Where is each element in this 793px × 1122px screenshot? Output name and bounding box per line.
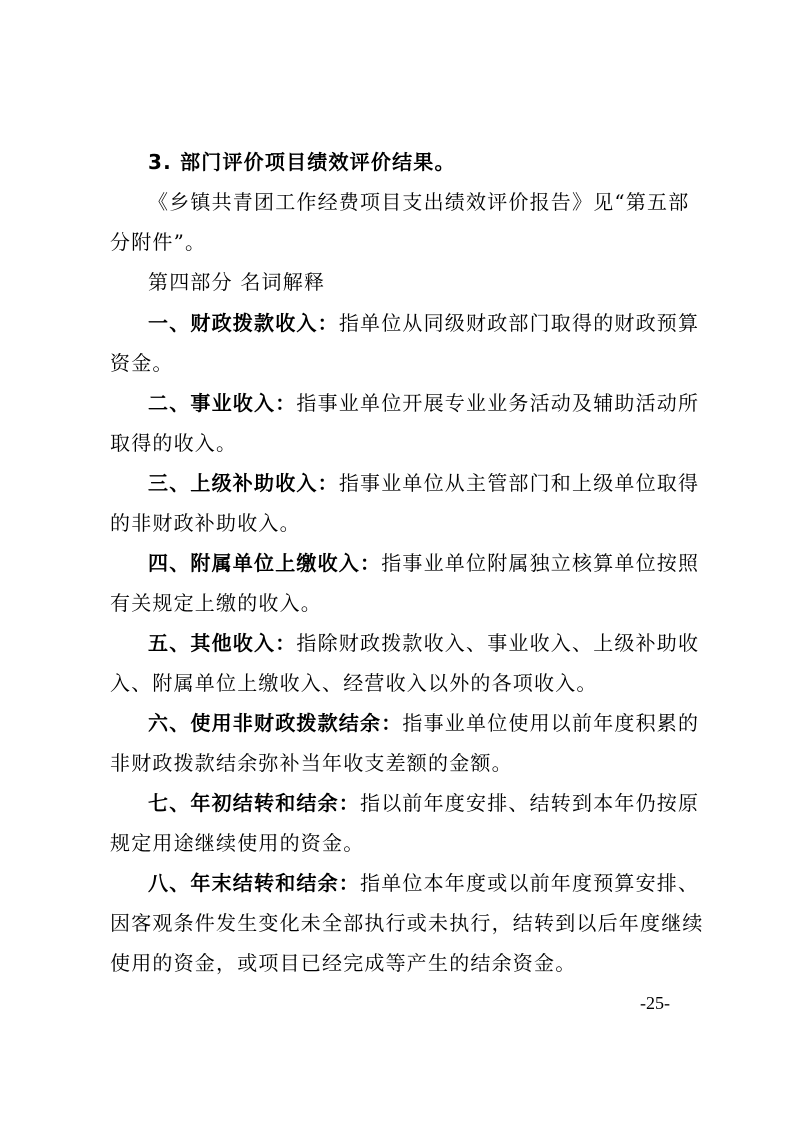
term-5-continued: 入、附属单位上缴收入、经营收入以外的各项收入。 — [110, 671, 598, 695]
term-8-continued: 因客观条件发生变化未全部执行或未执行，结转到以后年度继续 — [110, 911, 704, 935]
term-8 — [148, 869, 699, 897]
term-4-text: 指事业单位附属独立核算单位按照 — [381, 551, 700, 575]
term-7-continued: 规定用途继续使用的资金。 — [110, 831, 365, 855]
term-3-text: 指事业单位从主管部门和上级单位取得 — [338, 471, 700, 495]
section3-body-line1: 《乡镇共青团工作经费项目支出绩效评价报告》见“第五部 — [148, 190, 690, 214]
section3-body-line2: 分附件”。 — [110, 230, 207, 254]
term-1-continued: 资金。 — [110, 351, 174, 375]
term-5-text: 指除财政拨款收入、事业收入、上级补助收 — [296, 631, 700, 655]
term-7-label: 七、年初结转和结余： — [148, 791, 360, 815]
term-2 — [148, 389, 699, 417]
term-1 — [148, 309, 699, 337]
term-3-continued: 的非财政补助收入。 — [110, 511, 301, 535]
section3-heading: 3. 部门评价项目绩效评价结果。 — [148, 150, 456, 174]
term-6 — [148, 709, 699, 737]
term-6-label: 六、使用非财政拨款结余： — [148, 711, 403, 735]
term-8-text: 指单位本年度或以前年度预算安排、 — [360, 871, 700, 895]
term-7-text: 指以前年度安排、结转到本年仍按原 — [360, 791, 700, 815]
term-6-text: 指事业单位使用以前年度积累的 — [402, 711, 700, 735]
term-4 — [148, 549, 699, 577]
term-4-label: 四、附属单位上缴收入： — [148, 551, 382, 575]
term-2-continued: 取得的收入。 — [110, 431, 238, 455]
page-number: -25- — [640, 993, 670, 1013]
term-1-label: 一、财政拨款收入： — [148, 311, 339, 335]
term-5 — [148, 629, 699, 657]
term-4-continued: 有关规定上缴的收入。 — [110, 591, 322, 615]
term-3 — [148, 469, 699, 497]
term-6-continued: 非财政拨款结余弥补当年收支差额的金额。 — [110, 751, 513, 775]
term-5-label: 五、其他收入： — [148, 631, 297, 655]
term-2-text: 指事业单位开展专业业务活动及辅助活动所 — [296, 391, 700, 415]
term-1-text: 指单位从同级财政部门取得的财政预算 — [338, 311, 700, 335]
term-3-label: 三、上级补助收入： — [148, 471, 339, 495]
part4-title: 第四部分 名词解释 — [148, 270, 326, 294]
term-7 — [148, 789, 699, 817]
term-2-label: 二、事业收入： — [148, 391, 297, 415]
term-8-label: 八、年末结转和结余： — [148, 871, 360, 895]
term-8-continued-2: 使用的资金，或项目已经完成等产生的结余资金。 — [110, 951, 577, 975]
